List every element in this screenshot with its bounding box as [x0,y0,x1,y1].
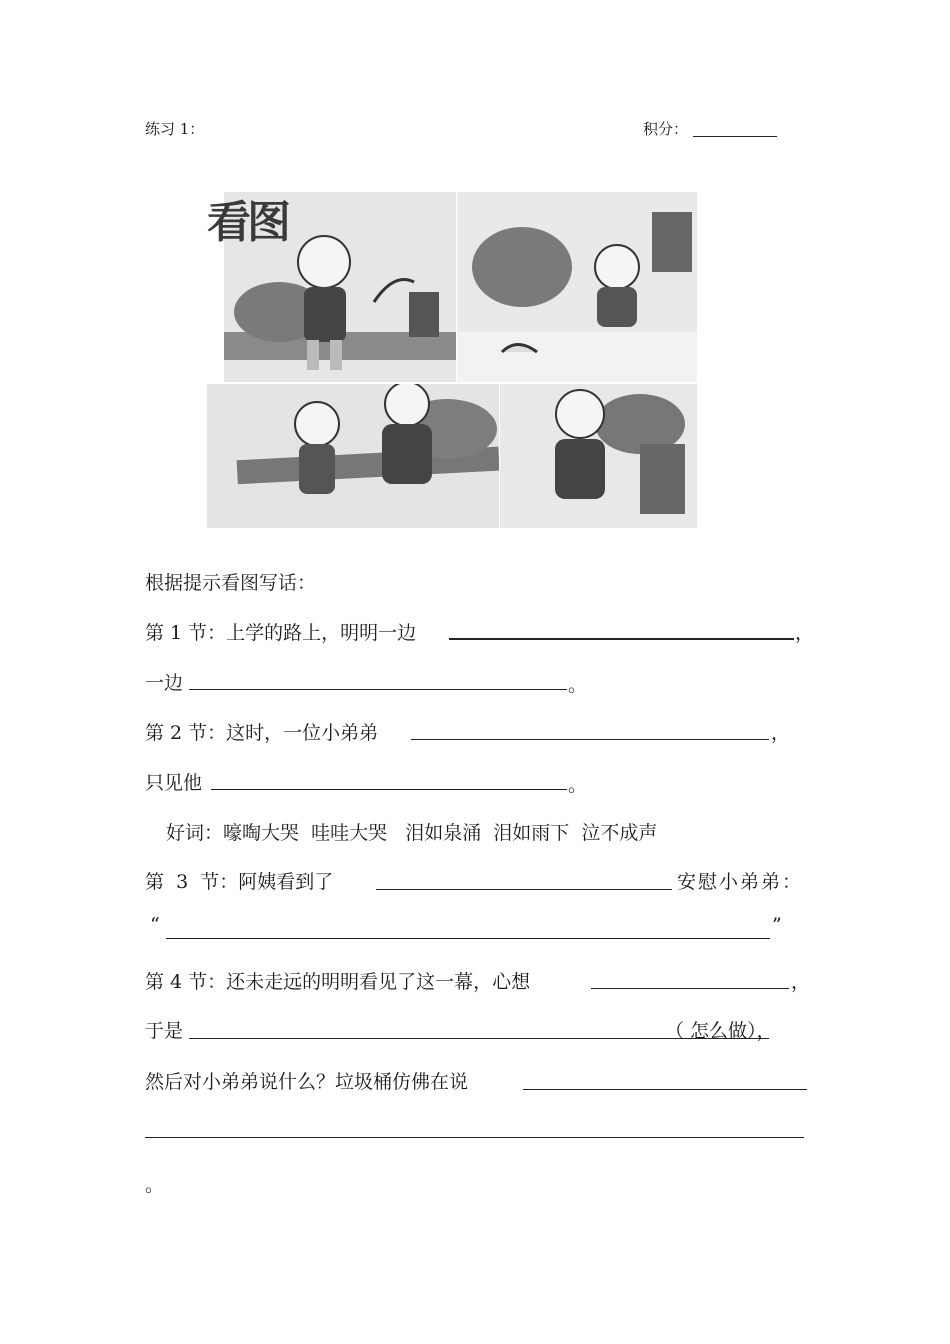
section4-how-hint: （ 怎么做）， [665,1020,776,1042]
instruction-text: 根据提示看图写话： [145,572,317,594]
section1-line1-suffix: ， [795,622,815,644]
exercise-label: 练习 1： [145,120,205,138]
quote-close: ” [772,914,782,936]
section4-line1-prefix: 第 4 节：还未走远的明明看见了这一幕，心想 [145,971,531,993]
picture-title: 看图 [207,197,287,248]
comic-panel-2 [457,192,697,382]
section1-line2-suffix: 。 [568,674,588,696]
section4-blank-3[interactable] [523,1089,807,1090]
section4-line2-prefix: 于是 [145,1020,184,1042]
section2-blank-2[interactable] [211,789,567,790]
section2-line2-suffix: 。 [568,774,588,796]
score-label: 积分： [643,120,689,138]
good-words: 好词：嚎啕大哭 哇哇大哭 泪如泉涌 泪如雨下 泣不成声 [166,822,658,844]
section1-blank-2[interactable] [189,689,567,690]
score-blank[interactable] [693,136,777,137]
section4-end: 。 [145,1174,165,1196]
section1-blank-1[interactable] [449,638,794,640]
section3-quote-blank[interactable] [166,938,770,939]
section1-line1-prefix: 第 1 节：上学的路上，明明一边 [145,622,417,644]
section2-blank-1[interactable] [411,739,769,740]
comic-picture [207,192,697,528]
quote-open: “ [150,914,160,936]
section2-line2-prefix: 只见他 [145,772,203,794]
section2-line1-prefix: 第 2 节：这时，一位小弟弟 [145,722,379,744]
section4-blank-1[interactable] [591,988,789,989]
comic-panel-3 [207,384,499,528]
section4-line3-prefix: 然后对小弟弟说什么？垃圾桶仿佛在说 [145,1071,469,1093]
section2-line1-suffix: ， [771,722,791,744]
comic-panel-4 [500,384,697,528]
section3-line1-suffix: 安慰小弟弟： [677,871,804,893]
section3-blank-1[interactable] [376,889,672,890]
section4-blank-4[interactable] [145,1137,804,1138]
section4-line1-suffix: ， [791,971,811,993]
section1-line2-prefix: 一边 [145,672,184,694]
section3-line1-prefix: 第 3 节：阿姨看到了 [145,871,334,893]
